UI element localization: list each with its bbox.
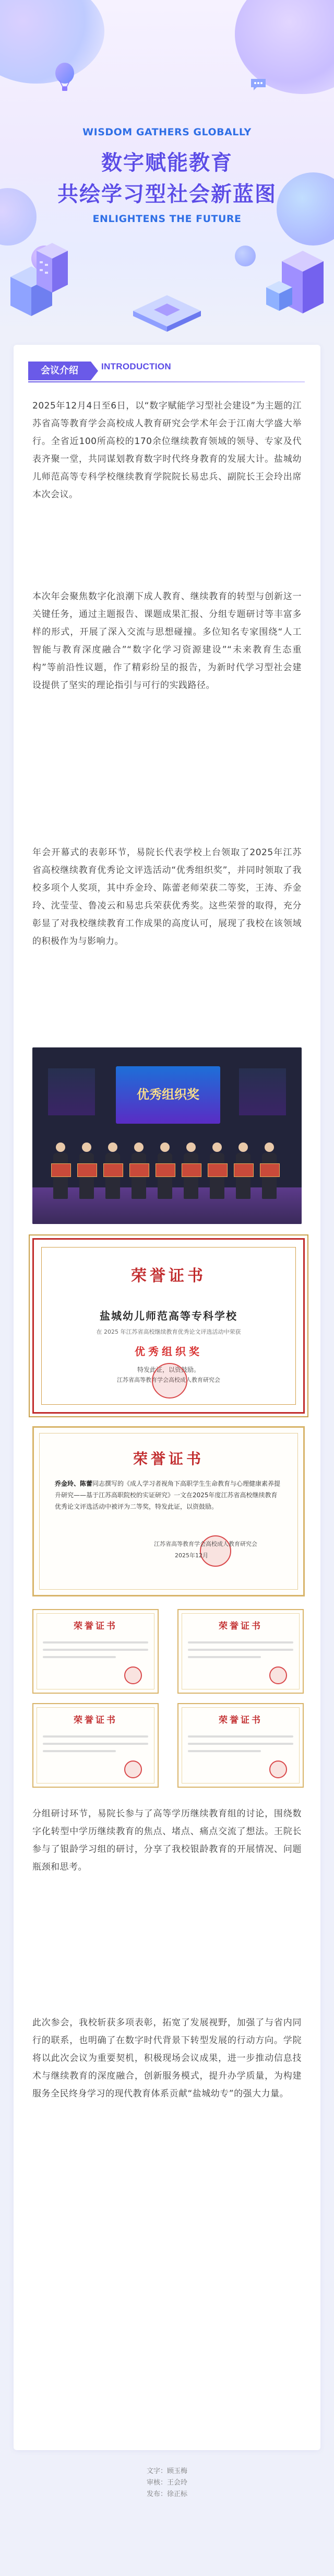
decor-sphere — [235, 246, 256, 266]
certificate-date: 2025年12月 — [175, 1552, 208, 1559]
certificate-thumbnail — [32, 1703, 159, 1788]
certificate-issuer: 江苏省高等教育学会高校成人教育研究会 — [154, 1541, 257, 1547]
person-figure — [132, 1143, 146, 1199]
certificate-thumbnail — [177, 1703, 304, 1788]
isometric-buildings-illustration — [0, 219, 78, 319]
credit-reviewer: 审核：王会玲 — [146, 2479, 187, 2487]
content-card — [14, 345, 320, 2450]
paragraph-conclusion: 此次参会，我校斩获多项表彰，拓宽了发展视野，加强了与省内同行的联系，也明确了在数字时代背景下转型发展的行动方向。学院将以此次会议为重要契机，积极现场会议成果，进一步推动信息技术与继续教育的深度融合，创新服务模式，提升办学质量，为构建服务全民终身学习的现代教育体系贡献“盐城幼专”的强大力量。 — [32, 2018, 302, 2099]
certificate-title: 荣誉证书 — [219, 1715, 263, 1726]
certificate-recipient: 盐城幼儿师范高等专科学校 — [100, 1310, 237, 1322]
stage-side-screen — [239, 1068, 286, 1115]
section-tag: 会议介绍 — [28, 362, 91, 380]
certificate-closing: 特发此证，以资鼓励。 — [137, 1366, 200, 1373]
hot-air-balloon-icon — [52, 63, 77, 93]
certificate-description: 在 2025 年江苏省高校继续教育优秀论文评选活动中荣获 — [96, 1328, 241, 1335]
certificate-thumbnail — [177, 1609, 304, 1694]
certificate-award-name: 优秀组织奖 — [135, 1345, 202, 1358]
article-credits — [0, 2466, 334, 2500]
certificate-title: 荣誉证书 — [219, 1621, 263, 1631]
certificate-issuer: 江苏省高等教育学会高校成人教育研究会 — [117, 1377, 220, 1383]
certificate-organization-award — [32, 1238, 305, 1414]
person-figure — [53, 1143, 68, 1199]
hero-title-line2: 共绘学习型社会新蓝图 — [57, 182, 277, 206]
paragraph-awards: 年会开幕式的表彰环节，易院长代表学校上台领取了2025年江苏省高校继续教育优秀论文评选活动“优秀组织奖”，并同时领取了我校多项个人奖项，其中乔金玲、陈蕾老师荣获二等奖，王涛、乔金玲、沈莹莹、鲁凌云和易忠兵荣获优秀奖。这些荣誉的取得，充分彰显了对我校继续教育工作成果的高度认可，展现了我校在该领域的积极作为与影响力。 — [32, 847, 302, 947]
certificate-thumbnail — [32, 1609, 159, 1694]
paragraph-intro: 2025年12月4日至6日，以“数字赋能学习型社会建设”为主题的江苏省高等教育学会高校成人教育研究会学术年会于江南大学盛大举行。全省近100所高校的170余位继续教育领域的领导、专家及代表齐聚一堂，共同谋划教育数字时代终身教育的发展大计。盐城幼儿师范高等专科学校继续教育学院院长易忠兵、副院长王会玲出席本次会议。 — [32, 401, 302, 500]
person-figure — [262, 1143, 277, 1199]
hero-english-subtitle: ENLIGHTENS THE FUTURE — [92, 213, 242, 225]
stage-screen-text: 优秀组织奖 — [137, 1087, 199, 1102]
isometric-platform-illustration — [123, 290, 211, 332]
isometric-blocks-illustration — [261, 225, 334, 319]
award-ceremony-photo — [32, 1047, 302, 1224]
section-divider — [28, 381, 305, 382]
certificate-title: 荣誉证书 — [74, 1715, 117, 1726]
hero-banner — [0, 0, 334, 334]
certificate-paper-award — [32, 1426, 305, 1596]
stage-side-screen — [48, 1068, 95, 1115]
section-header — [28, 358, 305, 382]
paragraph-group-discussion: 分组研讨环节，易院长参与了高等学历继续教育组的讨论，围绕数字化转型中学历继续教育的焦点、堵点、痛点交流了想法。王院长参与了银龄学习组的研讨，分享了我校银龄教育的开展情况、问题瓶颈和思考。 — [32, 1809, 302, 1872]
hero-english-tagline: WISDOM GATHERS GLOBALLY — [82, 126, 252, 138]
credit-writer: 文字：顾玉梅 — [146, 2467, 187, 2475]
certificate-recipients: 乔金玲、陈蕾 — [55, 1480, 93, 1487]
section-english-label: INTRODUCTION — [101, 362, 171, 371]
chat-bubble-icon — [249, 77, 267, 92]
certificate-title: 荣誉证书 — [133, 1450, 204, 1467]
certificate-body: 同志撰写的《成人学习者视角下高职学生生命教育与心理健康素养提升研究——基于江苏高职院校的实证研究》一文在2025年度江苏省高校继续教育优秀论文评选活动中被评为二等奖，特发此证，以资鼓励。 — [55, 1480, 281, 1510]
official-seal — [269, 1666, 287, 1684]
person-figure — [210, 1143, 224, 1199]
person-figure — [236, 1143, 250, 1199]
official-seal — [269, 1761, 287, 1778]
official-seal — [124, 1666, 142, 1684]
hero-title-line1: 数字赋能教育 — [101, 151, 233, 175]
paragraph-themes: 本次年会聚焦数字化浪潮下成人教育、继续教育的转型与创新这一关键任务，通过主题报告、课题成果汇报、分组专题研讨等丰富多样的形式，开展了深入交流与思想碰撞。多位知名专家围绕“人工智能与教育深度融合”“数字化学习资源建设”“未来教育生态重构”等前沿性议题，作了精彩纷呈的报告，为新时代学习型社会建设提供了坚实的理论指引与可行的实践路径。 — [32, 591, 302, 691]
credit-publisher: 发布：徐正标 — [146, 2490, 187, 2498]
person-figure — [105, 1143, 120, 1199]
official-seal — [124, 1761, 142, 1778]
certificate-title: 荣誉证书 — [131, 1267, 206, 1285]
person-figure — [184, 1143, 198, 1199]
certificate-title: 荣誉证书 — [74, 1621, 117, 1631]
person-figure — [158, 1143, 172, 1199]
person-figure — [79, 1143, 94, 1199]
official-seal — [152, 1363, 187, 1398]
certificate-text — [55, 1478, 282, 1512]
